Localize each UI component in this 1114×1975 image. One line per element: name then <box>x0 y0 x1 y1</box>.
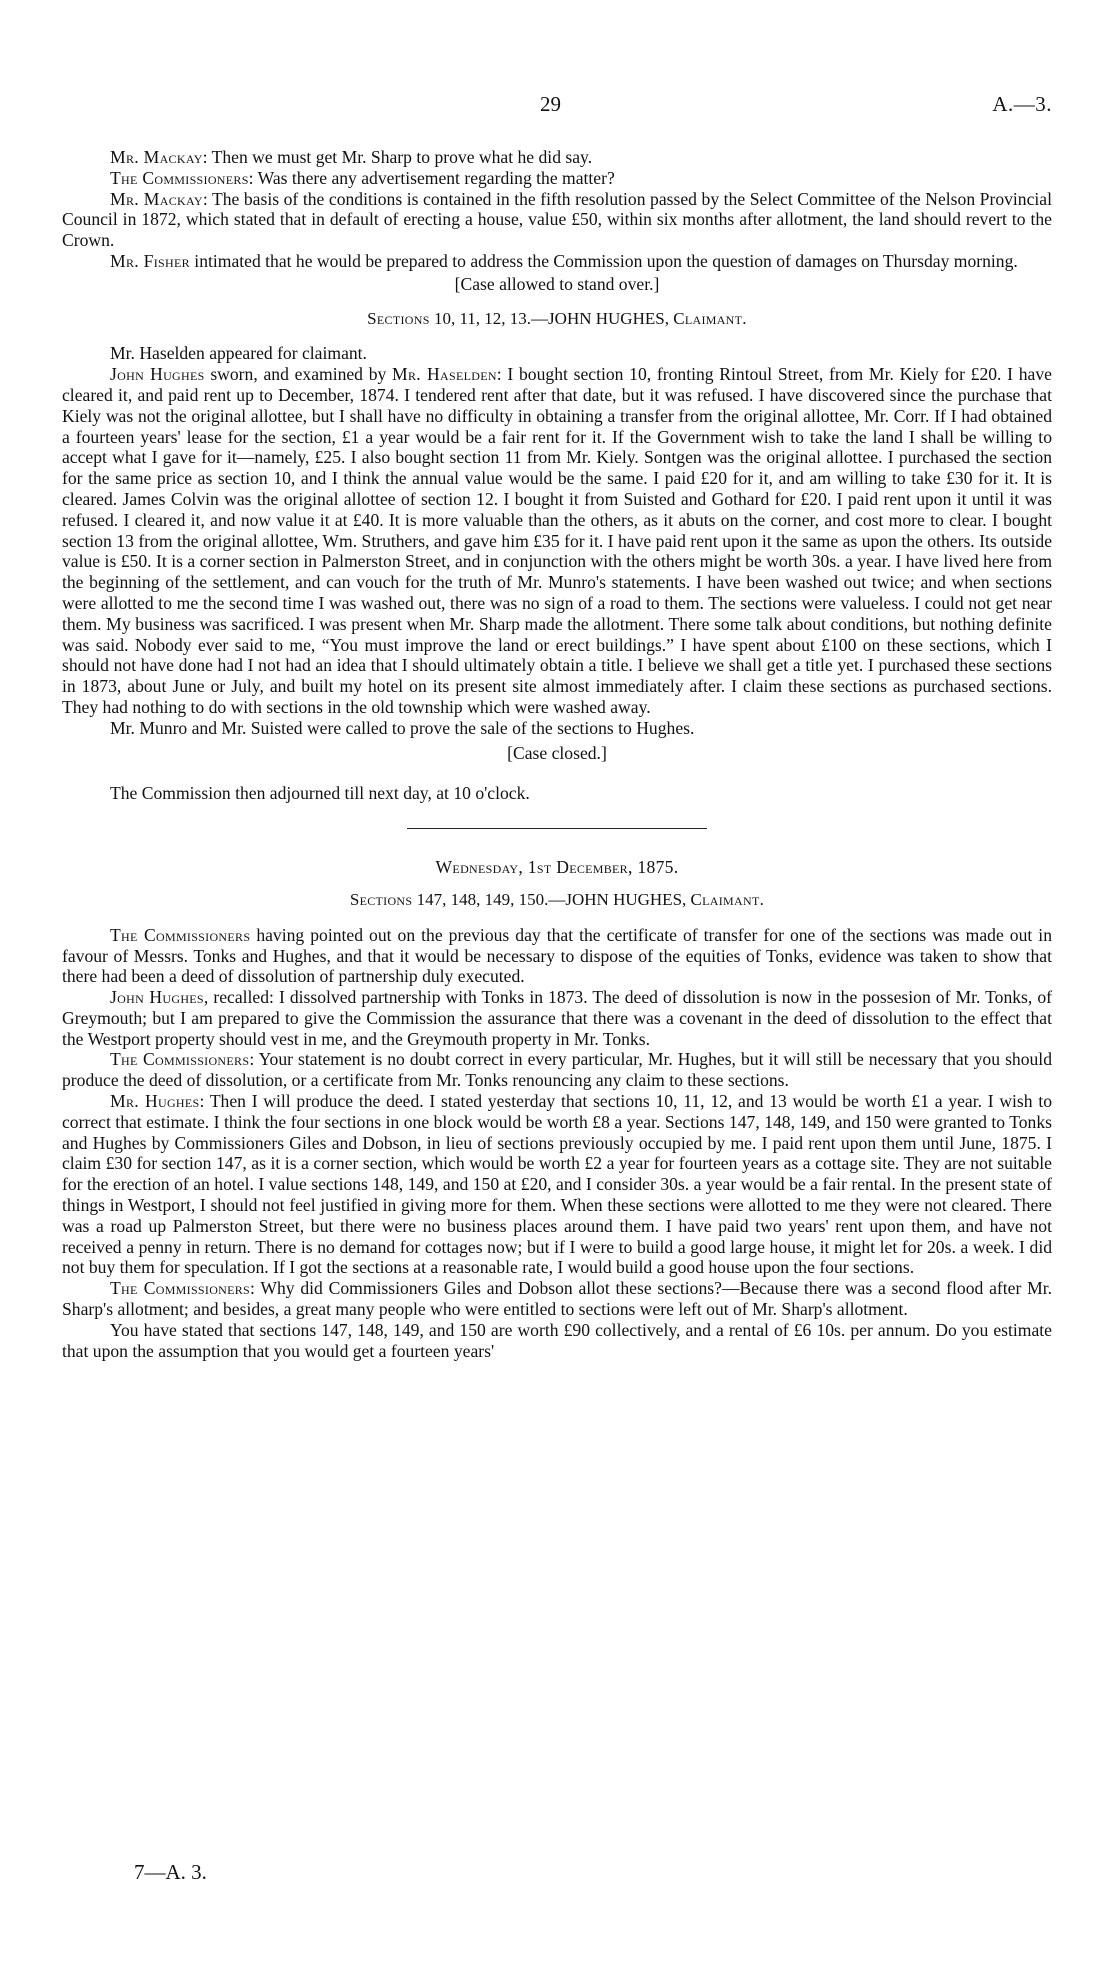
heading-prefix: Sections <box>367 308 430 328</box>
speaker: Mr. Fisher <box>110 250 190 271</box>
block-mackay-discussion <box>62 147 1052 272</box>
speaker: The Commissioners <box>110 167 249 188</box>
document-body <box>62 147 1052 1361</box>
speaker: The Commissioners <box>110 1049 250 1070</box>
section-heading <box>62 309 1052 330</box>
date-heading: Wednesday, 1st December, 1875. <box>435 857 679 878</box>
paragraph <box>62 251 1052 272</box>
paragraph <box>62 987 1052 1049</box>
paragraph-text: : Why did Commissioners Giles and Dobson allot these sections?—Because there was a second flood after Mr. Sharp's allotment; and besides, a great many people who were entitled to sections were left out of Mr. Sharp's allotment. <box>62 1278 1053 1320</box>
paragraph-text: : Then we must get Mr. Sharp to prove what he did say. <box>202 147 593 167</box>
paragraph-text: : Your statement is no doubt correct in every particular, Mr. Hughes, but it will still be necessary that you should produce the deed of dissolution, or a certificate from Mr. Tonks renouncing any claim to these sections. <box>62 1049 1052 1091</box>
paragraph: Mr. Munro and Mr. Suisted were called to prove the sale of the sections to Hughes. <box>110 717 695 738</box>
paragraph-text: sworn, and examined by <box>204 364 393 385</box>
document-reference: A.—3. <box>992 92 1052 116</box>
paragraph-text: : Then I will produce the deed. I stated yesterday that sections 10, 11, 12, and 13 would be worth £1 a year. I wish to correct that estimate. I think the four sections in one block would be worth £8 a year. Sections 147, 148, 149, and 150 were granted to Tonks and Hughes by Commissioners Giles and Dobson, in lieu of sections previously occupied by me. I paid rent upon them until June, 1875. I claim £30 for section 147, as it is a corner section, which would be worth £2 a year for fourteen years as a cottage site. They are not suitable for the erection of an hotel. I value sections 148, 149, and 150 at £20, and I consider 30s. a year would be a fair rental. In the present state of things in Westport, I should not feel justified in giving more for them. When these sections were allotted to me they were not cleared. There was a road up Palmerston Street, but there were no business places around them. I have paid two years' rent upon them, and have not received a penny in return. There is no demand for cottages now; but if I were to build a good large house, it might let for 20s. a week. I did not buy them for speculation. If I got the sections at a reasonable rate, I would build a good house upon the four sections. <box>62 1091 1052 1278</box>
paragraph-text: , recalled: I dissolved partnership with Tonks in 1873. The deed of dissolution is now in the possesion of Mr. Tonks, of Greymouth; but I am prepared to give the Commission the assurance that there was a covenant in the deed of dissolution to the effect that the Westport property should vest in me, and the Greymouth property in Mr. Tonks. <box>62 987 1052 1049</box>
paragraph <box>62 147 1052 168</box>
page-header <box>0 92 1114 122</box>
case-note: [Case allowed to stand over.] <box>454 273 660 294</box>
paragraph <box>62 1320 1052 1362</box>
speaker: John Hughes <box>110 364 205 385</box>
paragraph <box>62 1091 1052 1278</box>
block-hughes-recalled <box>62 925 1052 1362</box>
paragraph-text: : Was there any advertisement regarding the matter? <box>248 167 615 188</box>
speaker: Mr. Mackay <box>110 188 203 209</box>
speaker: The Commissioners <box>110 1278 251 1299</box>
page-number: 29 <box>540 92 561 116</box>
section-divider <box>407 828 707 829</box>
paragraph-text: : I bought section 10, fronting Rintoul Street, from Mr. Kiely for £20. I have cleared it, and paid rent up to December, 1874. I tendered rent after that date, but it was refused. I have discovered since the purchase that Kiely was not the original allottee, but I shall have no difficulty in obtaining a transfer from the original allottee, Mr. Corr. If I had obtained a fourteen years' lease for the section, £1 a year would be a fair rent for it. If the Government wish to take the land I shall be willing to accept what I gave for it—namely, £25. I also bought section 11 from Mr. Kiely. Sontgen was the original allottee. I purchased the section for the same price as section 10, and I think the annual value would be the same. I paid £20 for it, and am willing to take £30 for it. It is cleared. James Colvin was the original allottee of section 12. I bought it from Suisted and Gothard for £20. I paid rent upon it until it was refused. I cleared it, and now value it at £40. It is more valuable than the others, as it abuts on the corner, and cost more to clear. I bought section 13 from the original allottee, Wm. Struthers, and gave him £35 for it. I have paid rent upon it the same as upon the others. Its outside value is £50. It is a corner section in Palmerston Street, and in conjunction with the others might be worth 30s. a year. I have lived here from the beginning of the settlement, and can vouch for the truth of Mr. Munro's statements. I have been washed out twice; and when sections were allotted to me the second time I was washed out, there was no sign of a road to them. The sections were valueless. I could not get near them. My business was sacrificed. I was present when Mr. Sharp made the allotment. There some talk about conditions, but nothing definite was said. Nobody ever said to me, “You must improve the land or erect buildings.” I have spent about £100 on these sections, which I should not have done had I not had an idea that I should ultimately obtain a title. I believe we shall get a title yet. I purchased these sections in 1873, about June or July, and built my hotel on its present site almost immediately after. I claim these sections as purchased sections. They had nothing to do with sections in the old township which were washed away. <box>62 364 1052 717</box>
speaker: John Hughes <box>110 987 204 1008</box>
testimony-paragraph <box>62 364 1052 718</box>
paragraph-text: intimated that he would be prepared to address the Commission upon the question of damages on Thursday morning. <box>189 250 1018 271</box>
paragraph: Mr. Haselden appeared for claimant. <box>110 343 367 364</box>
section-heading <box>62 890 1052 911</box>
case-note: [Case closed.] <box>507 742 607 763</box>
speaker: Mr. Mackay <box>110 147 203 167</box>
paragraph-text: having pointed out on the previous day that the certificate of transfer for one of the sections was made out in favour of Messrs. Tonks and Hughes, and that it would be necessary to dispose of the equities of Tonks, evidence was taken to show that there had been a deed of dissolution of partnership duly executed. <box>62 924 1052 987</box>
signature-mark: 7—A. 3. <box>134 1860 207 1884</box>
adjournment-note: The Commission then adjourned till next day, at 10 o'clock. <box>110 783 530 804</box>
paragraph <box>62 925 1052 987</box>
paragraph <box>62 1049 1052 1091</box>
paragraph <box>62 1278 1052 1320</box>
speaker: Mr. Hughes <box>110 1091 200 1112</box>
heading-suffix: Claimant. <box>690 889 765 909</box>
speaker: The Commissioners <box>110 924 251 945</box>
paragraph <box>62 189 1052 251</box>
heading-prefix: Sections <box>349 889 413 909</box>
heading-title: 10, 11, 12, 13.—JOHN HUGHES, <box>429 308 674 328</box>
heading-suffix: Claimant. <box>673 308 747 328</box>
paragraph-text: : The basis of the conditions is contained in the fifth resolution passed by the Select Committee of the Nelson Provincial Council in 1872, which stated that in default of erecting a house, value £50, within six months after allotment, the land should revert to the Crown. <box>62 188 1052 251</box>
paragraph <box>62 168 1052 189</box>
paragraph-text: You have stated that sections 147, 148, 149, and 150 are worth £90 collectively, and a rental of £6 10s. per annum. Do you estimate that upon the assumption that you would get a fourteen years' <box>62 1319 1052 1361</box>
heading-title: 147, 148, 149, 150.—JOHN HUGHES, <box>412 889 691 909</box>
examiner: Mr. Haselden <box>392 364 497 385</box>
